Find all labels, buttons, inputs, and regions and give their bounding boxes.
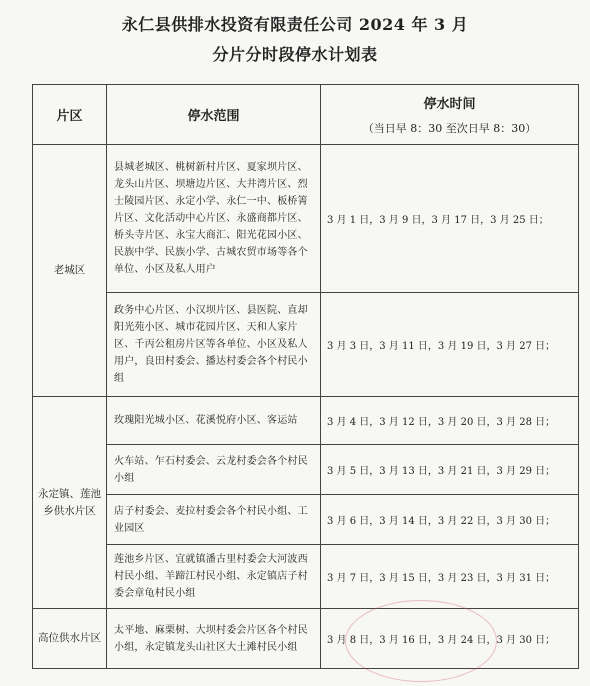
area-cell: 老城区 (33, 145, 107, 397)
table-row (33, 397, 579, 445)
dates-cell: 3 月 6 日，3 月 14 日，3 月 22 日，3 月 30 日； (321, 495, 579, 545)
scope-cell: 政务中心片区、小汉坝片区、县医院、直却阳光苑小区、城市花园片区、天和人家片区、千丙公租房片区等各单位、小区及私人用户，良田村委会、播达村委会各个村民小组 (107, 293, 321, 397)
area-cell: 高位供水片区 (33, 609, 107, 669)
dates-cell: 3 月 4 日，3 月 12 日，3 月 20 日，3 月 28 日； (321, 397, 579, 445)
table-row (33, 145, 579, 293)
document-title: 永仁县供排水投资有限责任公司 2024 年 3 月 (121, 15, 469, 34)
table-row (33, 609, 579, 669)
header-scope: 停水范围 (107, 85, 321, 145)
scope-cell: 玫瑰阳光城小区、花溪悦府小区、客运站 (107, 397, 321, 445)
table-row (33, 495, 579, 545)
scope-cell: 太平地、麻栗树、大坝村委会片区各个村民小组，永定镇龙头山社区大土滩村民小组 (107, 609, 321, 669)
header-area: 片区 (33, 85, 107, 145)
dates-cell: 3 月 5 日，3 月 13 日，3 月 21 日，3 月 29 日； (321, 445, 579, 495)
table-header-row (33, 85, 579, 145)
table-row (33, 293, 579, 397)
dates-cell: 3 月 8 日，3 月 16 日，3 月 24 日，3 月 30 日； (321, 609, 579, 669)
dates-cell: 3 月 7 日，3 月 15 日，3 月 23 日，3 月 31 日； (321, 545, 579, 609)
header-time-title: 停水时间 (423, 97, 476, 112)
dates-cell: 3 月 3 日，3 月 11 日，3 月 19 日，3 月 27 日； (321, 293, 579, 397)
scope-cell: 莲池乡片区、宜就镇潘古里村委会大河波西村民小组、羊蹄江村民小组、永定镇店子村委会章龟村民小组 (107, 545, 321, 609)
outage-schedule-table (32, 84, 579, 669)
table-row (33, 445, 579, 495)
header-time-note: （当日早 8：30 至次日早 8：30） (362, 122, 537, 135)
area-cell: 永定镇、莲池乡供水片区 (33, 397, 107, 609)
scope-cell: 县城老城区、桃树新村片区、夏家坝片区、龙头山片区、坝塘边片区、大井湾片区、烈士陵园片区、永定小学、永仁一中、板桥箐片区、文化活动中心片区、永盛商都片区、桥头寺片区、永宝大商汇、阳光花园小区、民族中学、民族小学、古城农贸市场等各个单位、小区及私人用户 (107, 145, 321, 293)
scope-cell: 店子村委会、麦拉村委会各个村民小组、工业园区 (107, 495, 321, 545)
header-time (321, 85, 579, 145)
document-subtitle: 分片分时段停水计划表 (212, 45, 378, 64)
scope-cell: 火车站、乍石村委会、云龙村委会各个村民小组 (107, 445, 321, 495)
table-row (33, 545, 579, 609)
dates-cell: 3 月 1 日，3 月 9 日，3 月 17 日，3 月 25 日； (321, 145, 579, 293)
